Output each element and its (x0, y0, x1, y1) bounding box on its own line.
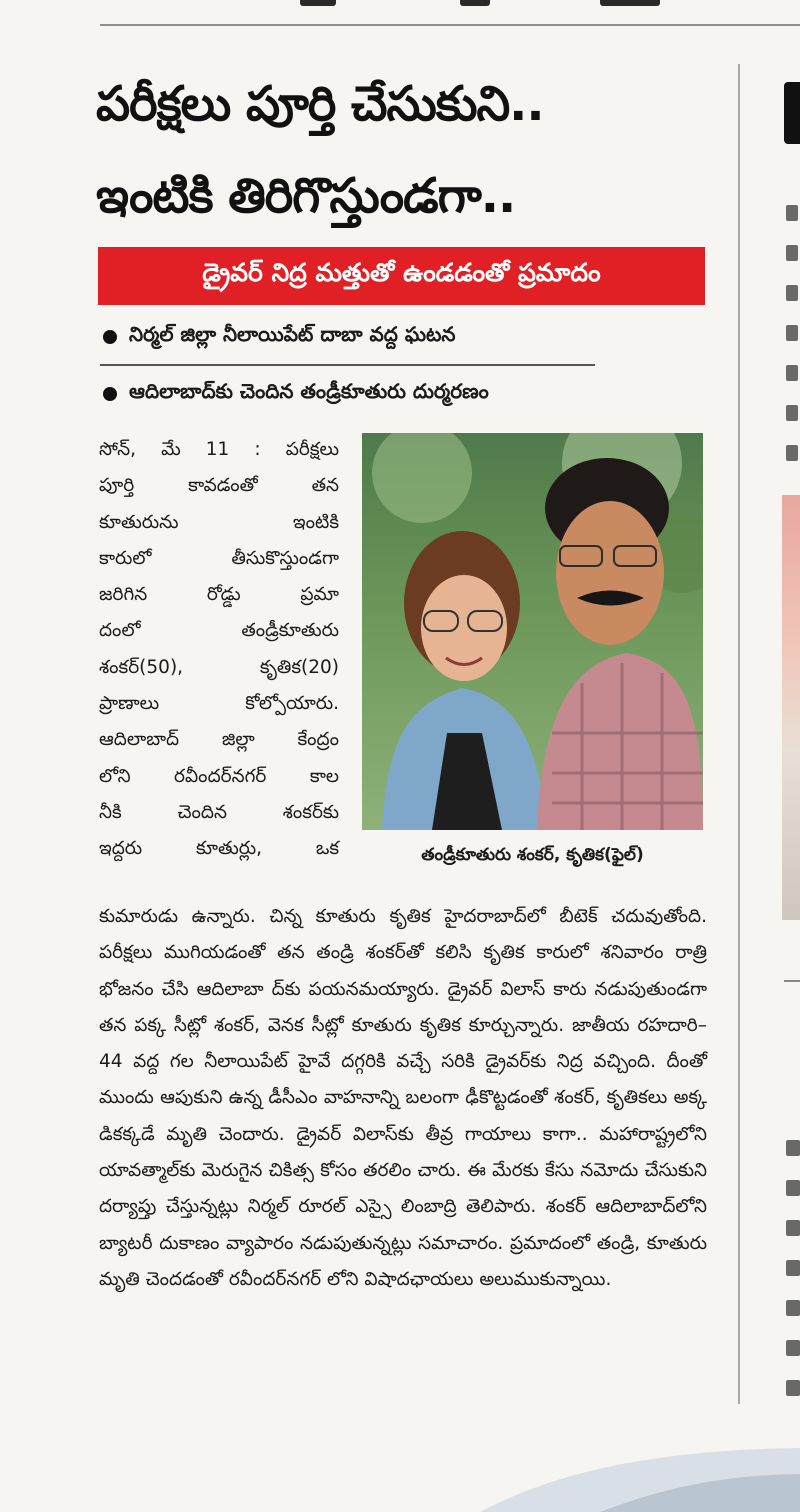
adjacent-photo-fragment (782, 495, 800, 920)
adjacent-text-fragment (786, 1140, 800, 1156)
top-fragment (600, 0, 660, 6)
subhead-banner (98, 247, 705, 305)
adjacent-text-fragment (786, 245, 798, 261)
bullet-dot-icon (103, 387, 117, 401)
bullet-point (103, 379, 489, 408)
adjacent-rule (784, 980, 800, 982)
adjacent-text-fragment (786, 445, 798, 461)
article-lead: సోన్, మే 11 : పరీక్షలు పూర్తి కావడంతో తన కూతురును ఇంటికి కారులో తీసుకొస్తుండగా జరిగిన రోడ్డు ప్రమా దంలో తండ్రీకూతురు శంకర్(50), కృతిక(20) ప్రాణాలు కోల్పోయారు. ఆదిలాబాద్ జిల్లా కేంద్రం లోని రవీందర్‌నగర్ కాల నీకి చెందిన శంకర్‌కు ఇద్దరు కూతుర్లు, ఒక (99, 439, 339, 860)
adjacent-text-fragment (786, 405, 798, 421)
article-body: కుమారుడు ఉన్నారు. చిన్న కూతురు కృతిక హైదరాబాద్‌లో బీటెక్ చదువుతోంది. పరీక్షలు ముగియడంతో తన తండ్రి శంకర్‌తో కలిసి కృతిక కారులో శనివారం రాత్రి భోజనం చేసి ఆదిలాబా ద్‌కు పయనమయ్యారు. డ్రైవర్ విలాస్ కారు నడుపుతుండగా తన పక్క సీట్లో శంకర్, వెనక సీట్లో కూతురు కృతిక కూర్చున్నారు. జాతీయ రహదారి–44 వద్ద గల నీలాయిపేట్ హైవే దగ్గరికి వచ్చే సరికి డ్రైవర్‌కు నిద్ర వచ్చింది. దీంతో ముందు ఆపుకుని ఉన్న డీసీఎం వాహనాన్ని బలంగా ఢీకొట్టడంతో శంకర్, కృతికలు అక్క డికక్కడే మృతి చెందారు. డ్రైవర్ విలాస్‌కు తీవ్ర గాయాలు కాగా.. మహారాష్ట్రలోని యావత్మాల్‌కు మెరుగైన చికిత్స కోసం తరలిం చారు. ఈ మేరకు కేసు నమోదు చేసుకుని దర్యాప్తు చేస్తున్నట్లు నిర్మల్ రూరల్ ఎస్సై లింబాద్రి తెలిపారు. శంకర్ ఆదిలాబాద్‌లోని బ్యాటరీ దుకాణం వ్యాపారం నడుపుతున్నట్లు సమాచారం. ప్రమాదంలో తండ్రి, కూతురు మృతి చెందడంతో రవీందర్‌నగర్ లోని విషాదఛాయలు అలుముకున్నాయి. (99, 906, 707, 1290)
bullet-text: ఆదిలాబాద్‌కు చెందిన తండ్రీకూతురు దుర్మరణం (129, 379, 489, 403)
adjacent-text-fragment (786, 1260, 800, 1276)
headline (96, 58, 736, 242)
bullet-dot-icon (103, 330, 117, 344)
decorative-wave (480, 1440, 800, 1512)
adjacent-text-fragment (786, 365, 798, 381)
adjacent-text-fragment (786, 1340, 800, 1356)
adjacent-text-fragment (786, 205, 798, 221)
top-rule (100, 24, 800, 26)
headline-line-1: పరీక్షలు పూర్తి చేసుకుని.. (96, 76, 544, 132)
subhead-text: డ్రైవర్ నిద్ర మత్తుతో ఉండడంతో ప్రమాదం (202, 258, 601, 287)
adjacent-text-fragment (786, 1220, 800, 1236)
bullet-point (103, 322, 455, 351)
photo-illustration (362, 433, 703, 830)
article-photo (362, 433, 703, 830)
adjacent-column (740, 0, 800, 1512)
adjacent-headline-fragment (784, 82, 800, 144)
bullet-text: నిర్మల్ జిల్లా నీలాయిపేట్ దాబా వద్ద ఘటన (129, 322, 456, 346)
adjacent-text-fragment (786, 1380, 800, 1396)
top-fragment (300, 0, 336, 6)
adjacent-text-fragment (786, 1180, 800, 1196)
adjacent-text-fragment (786, 325, 798, 341)
bullet-divider (100, 364, 595, 366)
adjacent-text-fragment (786, 285, 798, 301)
top-fragment (460, 0, 490, 6)
photo-caption: తండ్రీకూతురు శంకర్, కృతిక(ఫైల్) (421, 845, 644, 865)
adjacent-text-fragment (786, 1300, 800, 1316)
headline-line-2: ఇంటికి తిరిగొస్తుండగా.. (96, 168, 516, 224)
